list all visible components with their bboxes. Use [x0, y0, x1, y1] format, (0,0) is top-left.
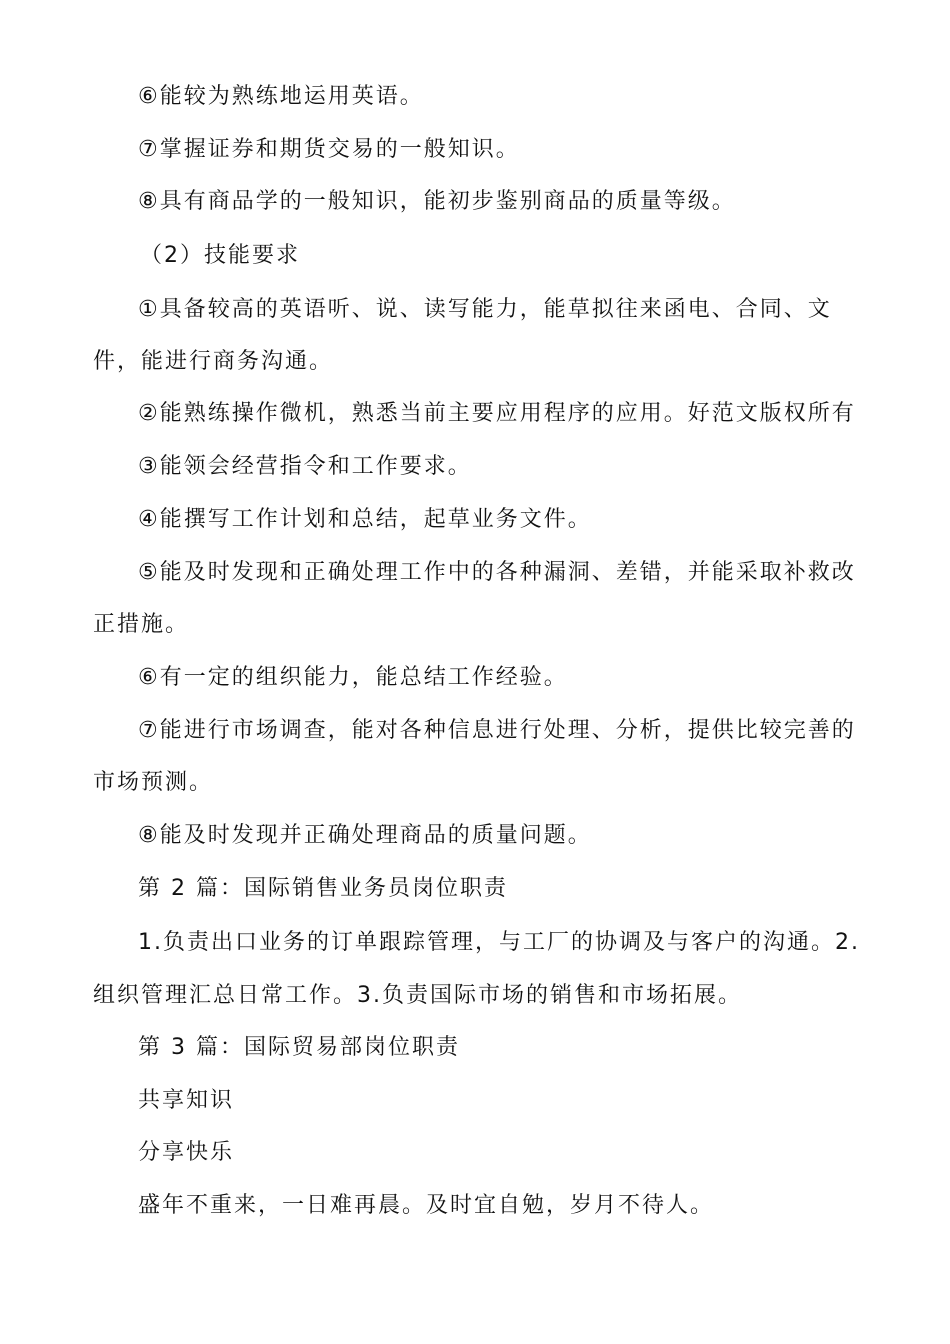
- paragraph-line-2: ⑦掌握证券和期货交易的一般知识。: [138, 137, 520, 162]
- paragraph-line-15: ⑧能及时发现并正确处理商品的质量问题。: [138, 823, 592, 848]
- paragraph-line-6: 件，能进行商务沟通。: [93, 349, 334, 374]
- closing-quote: 盛年不重来，一日难再晨。及时宜自勉，岁月不待人。: [138, 1193, 715, 1218]
- paragraph-line-17: 1.负责出口业务的订单跟踪管理，与工厂的协调及与客户的沟通。2.: [138, 930, 860, 955]
- paragraph-line-18: 组织管理汇总日常工作。3.负责国际市场的销售和市场拓展。: [93, 983, 742, 1008]
- paragraph-line-5: ①具备较高的英语听、说、读写能力，能草拟往来函电、合同、文: [138, 297, 832, 322]
- chapter-heading-3: 第 3 篇：国际贸易部岗位职责: [138, 1035, 460, 1060]
- paragraph-line-14: 市场预测。: [93, 770, 214, 795]
- closing-line-2: 分享快乐: [138, 1140, 235, 1165]
- paragraph-line-8: ③能领会经营指令和工作要求。: [138, 454, 472, 479]
- paragraph-line-9: ④能撰写工作计划和总结，起草业务文件。: [138, 507, 592, 532]
- paragraph-line-7: ②能熟练操作微机，熟悉当前主要应用程序的应用。好范文版权所有: [138, 401, 856, 426]
- chapter-heading-2: 第 2 篇：国际销售业务员岗位职责: [138, 876, 508, 901]
- closing-line-1: 共享知识: [138, 1088, 235, 1113]
- paragraph-line-3: ⑧具有商品学的一般知识，能初步鉴别商品的质量等级。: [138, 189, 736, 214]
- paragraph-line-12: ⑥有一定的组织能力，能总结工作经验。: [138, 665, 568, 690]
- paragraph-line-1: ⑥能较为熟练地运用英语。: [138, 84, 424, 109]
- paragraph-line-11: 正措施。: [93, 612, 190, 637]
- paragraph-line-13: ⑦能进行市场调查，能对各种信息进行处理、分析，提供比较完善的: [138, 718, 856, 743]
- section-heading-skills: （2）技能要求: [140, 243, 300, 268]
- paragraph-line-10: ⑤能及时发现和正确处理工作中的各种漏洞、差错，并能采取补救改: [138, 560, 856, 585]
